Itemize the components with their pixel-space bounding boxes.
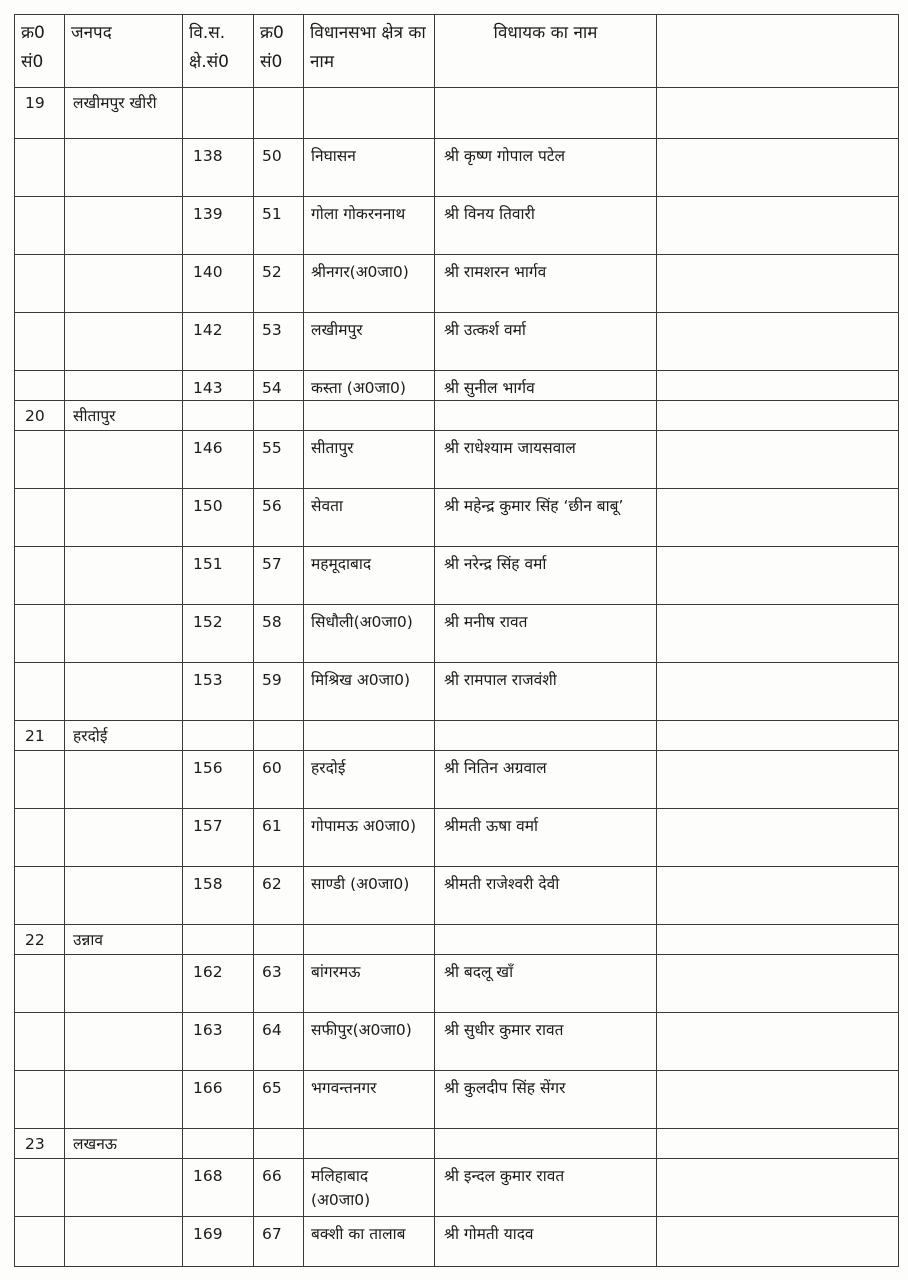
constituency-row: [15, 489, 899, 547]
empty-cell: [657, 313, 899, 371]
header-vs-kshetra-sn: वि.स. क्षे.सं0: [183, 15, 254, 88]
mla-name: श्री बदलू खाँ: [435, 955, 657, 1013]
constituency-name: सिधौली(अ0जा0): [304, 605, 435, 663]
empty-cell: [183, 88, 254, 139]
empty-cell: [657, 605, 899, 663]
mla-name: श्री कृष्ण गोपाल पटेल: [435, 139, 657, 197]
empty-cell: [435, 721, 657, 751]
constituency-row: [15, 1013, 899, 1071]
constituency-row: [15, 431, 899, 489]
district-row: [15, 925, 899, 955]
empty-cell: [183, 721, 254, 751]
mla-name: श्री सुनील भार्गव: [435, 371, 657, 401]
empty-cell: [657, 1129, 899, 1159]
empty-cell: [15, 1217, 65, 1267]
mla-name: श्रीमती राजेश्वरी देवी: [435, 867, 657, 925]
constituency-row: [15, 605, 899, 663]
empty-cell: [65, 547, 183, 605]
empty-cell: [183, 925, 254, 955]
empty-cell: [15, 255, 65, 313]
district-serial: 20: [15, 401, 65, 431]
empty-cell: [65, 867, 183, 925]
district-serial: 19: [15, 88, 65, 139]
mla-name: श्री मनीष रावत: [435, 605, 657, 663]
empty-cell: [657, 809, 899, 867]
mla-name: श्री महेन्द्र कुमार सिंह ‘छीन बाबू’: [435, 489, 657, 547]
empty-cell: [657, 371, 899, 401]
header-extra: [657, 15, 899, 88]
empty-cell: [657, 867, 899, 925]
constituency-row: [15, 1159, 899, 1217]
district-row: [15, 88, 899, 139]
serial-number: 52: [254, 255, 304, 313]
mla-name: श्री रामशरन भार्गव: [435, 255, 657, 313]
vs-constituency-number: 140: [183, 255, 254, 313]
empty-cell: [657, 489, 899, 547]
serial-number: 60: [254, 751, 304, 809]
empty-cell: [435, 401, 657, 431]
empty-cell: [65, 605, 183, 663]
constituency-row: [15, 955, 899, 1013]
serial-number: 55: [254, 431, 304, 489]
mla-name: श्री नरेन्द्र सिंह वर्मा: [435, 547, 657, 605]
empty-cell: [657, 663, 899, 721]
empty-cell: [65, 955, 183, 1013]
district-name: हरदोई: [65, 721, 183, 751]
constituency-row: [15, 139, 899, 197]
empty-cell: [657, 255, 899, 313]
empty-cell: [304, 1129, 435, 1159]
header-row: [15, 15, 899, 88]
district-row: [15, 401, 899, 431]
header-kr-sn-2: क्र0 सं0: [254, 15, 304, 88]
constituency-name: गोला गोकरननाथ: [304, 197, 435, 255]
empty-cell: [183, 401, 254, 431]
empty-cell: [15, 1159, 65, 1217]
empty-cell: [657, 1071, 899, 1129]
constituency-row: [15, 547, 899, 605]
constituency-row: [15, 809, 899, 867]
mla-name: श्री गोमती यादव: [435, 1217, 657, 1267]
header-vidhansabha-kshetra: विधानसभा क्षेत्र का नाम: [304, 15, 435, 88]
mla-name: श्री उत्कर्श वर्मा: [435, 313, 657, 371]
empty-cell: [15, 313, 65, 371]
empty-cell: [65, 431, 183, 489]
empty-cell: [15, 809, 65, 867]
vs-constituency-number: 163: [183, 1013, 254, 1071]
serial-number: 62: [254, 867, 304, 925]
empty-cell: [15, 1013, 65, 1071]
constituency-name: निघासन: [304, 139, 435, 197]
mla-name: श्री इन्दल कुमार रावत: [435, 1159, 657, 1217]
empty-cell: [15, 1071, 65, 1129]
district-name: लखनऊ: [65, 1129, 183, 1159]
empty-cell: [65, 313, 183, 371]
constituency-name: सेवता: [304, 489, 435, 547]
serial-number: 53: [254, 313, 304, 371]
district-row: [15, 721, 899, 751]
constituency-name: कस्ता (अ0जा0): [304, 371, 435, 401]
empty-cell: [15, 371, 65, 401]
empty-cell: [254, 401, 304, 431]
constituency-row: [15, 197, 899, 255]
constituency-row: [15, 255, 899, 313]
vs-constituency-number: 142: [183, 313, 254, 371]
empty-cell: [304, 401, 435, 431]
constituency-name: सफीपुर(अ0जा0): [304, 1013, 435, 1071]
mla-name: श्री विनय तिवारी: [435, 197, 657, 255]
empty-cell: [254, 721, 304, 751]
serial-number: 59: [254, 663, 304, 721]
vs-constituency-number: 146: [183, 431, 254, 489]
empty-cell: [657, 955, 899, 1013]
empty-cell: [65, 1071, 183, 1129]
empty-cell: [304, 925, 435, 955]
empty-cell: [65, 809, 183, 867]
empty-cell: [657, 88, 899, 139]
district-name: लखीमपुर खीरी: [65, 88, 183, 139]
constituency-name: सीतापुर: [304, 431, 435, 489]
empty-cell: [657, 751, 899, 809]
table-body: [15, 88, 899, 1267]
vs-constituency-number: 166: [183, 1071, 254, 1129]
serial-number: 54: [254, 371, 304, 401]
mla-list-table: [14, 14, 899, 1267]
empty-cell: [657, 1013, 899, 1071]
empty-cell: [15, 605, 65, 663]
constituency-row: [15, 1217, 899, 1267]
mla-name: श्री सुधीर कुमार रावत: [435, 1013, 657, 1071]
district-serial: 22: [15, 925, 65, 955]
serial-number: 50: [254, 139, 304, 197]
mla-name: श्री कुलदीप सिंह सेंगर: [435, 1071, 657, 1129]
empty-cell: [65, 751, 183, 809]
mla-name: श्री नितिन अग्रवाल: [435, 751, 657, 809]
empty-cell: [65, 1013, 183, 1071]
constituency-row: [15, 371, 899, 401]
empty-cell: [65, 139, 183, 197]
empty-cell: [435, 925, 657, 955]
constituency-row: [15, 1071, 899, 1129]
serial-number: 65: [254, 1071, 304, 1129]
district-serial: 23: [15, 1129, 65, 1159]
empty-cell: [657, 925, 899, 955]
vs-constituency-number: 152: [183, 605, 254, 663]
district-serial: 21: [15, 721, 65, 751]
constituency-name: मलिहाबाद (अ0जा0): [304, 1159, 435, 1217]
empty-cell: [254, 88, 304, 139]
serial-number: 61: [254, 809, 304, 867]
serial-number: 51: [254, 197, 304, 255]
constituency-name: महमूदाबाद: [304, 547, 435, 605]
empty-cell: [657, 401, 899, 431]
constituency-row: [15, 663, 899, 721]
vs-constituency-number: 156: [183, 751, 254, 809]
vs-constituency-number: 162: [183, 955, 254, 1013]
constituency-name: साण्डी (अ0जा0): [304, 867, 435, 925]
district-row: [15, 1129, 899, 1159]
constituency-name: हरदोई: [304, 751, 435, 809]
serial-number: 67: [254, 1217, 304, 1267]
vs-constituency-number: 169: [183, 1217, 254, 1267]
vs-constituency-number: 157: [183, 809, 254, 867]
empty-cell: [15, 955, 65, 1013]
serial-number: 63: [254, 955, 304, 1013]
vs-constituency-number: 138: [183, 139, 254, 197]
header-janpad: जनपद: [65, 15, 183, 88]
empty-cell: [435, 1129, 657, 1159]
empty-cell: [15, 867, 65, 925]
empty-cell: [254, 1129, 304, 1159]
empty-cell: [657, 431, 899, 489]
vs-constituency-number: 168: [183, 1159, 254, 1217]
empty-cell: [657, 1217, 899, 1267]
vs-constituency-number: 143: [183, 371, 254, 401]
vs-constituency-number: 153: [183, 663, 254, 721]
empty-cell: [65, 1217, 183, 1267]
empty-cell: [304, 88, 435, 139]
empty-cell: [65, 1159, 183, 1217]
empty-cell: [657, 139, 899, 197]
empty-cell: [183, 1129, 254, 1159]
empty-cell: [657, 721, 899, 751]
empty-cell: [15, 431, 65, 489]
empty-cell: [15, 751, 65, 809]
empty-cell: [254, 925, 304, 955]
constituency-row: [15, 313, 899, 371]
mla-name: श्री रामपाल राजवंशी: [435, 663, 657, 721]
constituency-name: बांगरमऊ: [304, 955, 435, 1013]
empty-cell: [65, 255, 183, 313]
header-kr-sn: क्र0 सं0: [15, 15, 65, 88]
empty-cell: [304, 721, 435, 751]
empty-cell: [15, 663, 65, 721]
empty-cell: [65, 663, 183, 721]
constituency-name: श्रीनगर(अ0जा0): [304, 255, 435, 313]
mla-name: श्री राधेश्याम जायसवाल: [435, 431, 657, 489]
constituency-row: [15, 867, 899, 925]
district-name: सीतापुर: [65, 401, 183, 431]
constituency-name: भगवन्तनगर: [304, 1071, 435, 1129]
empty-cell: [435, 88, 657, 139]
empty-cell: [65, 489, 183, 547]
serial-number: 57: [254, 547, 304, 605]
vs-constituency-number: 158: [183, 867, 254, 925]
empty-cell: [15, 197, 65, 255]
vs-constituency-number: 139: [183, 197, 254, 255]
empty-cell: [65, 371, 183, 401]
empty-cell: [15, 489, 65, 547]
vs-constituency-number: 151: [183, 547, 254, 605]
constituency-name: गोपामऊ अ0जा0): [304, 809, 435, 867]
constituency-name: लखीमपुर: [304, 313, 435, 371]
serial-number: 66: [254, 1159, 304, 1217]
vs-constituency-number: 150: [183, 489, 254, 547]
serial-number: 58: [254, 605, 304, 663]
serial-number: 56: [254, 489, 304, 547]
header-vidhayak-naam: विधायक का नाम: [435, 15, 657, 88]
empty-cell: [657, 547, 899, 605]
constituency-name: मिश्रिख अ0जा0): [304, 663, 435, 721]
empty-cell: [15, 547, 65, 605]
mla-name: श्रीमती ऊषा वर्मा: [435, 809, 657, 867]
empty-cell: [15, 139, 65, 197]
empty-cell: [657, 1159, 899, 1217]
empty-cell: [65, 197, 183, 255]
constituency-name: बक्शी का तालाब: [304, 1217, 435, 1267]
constituency-row: [15, 751, 899, 809]
serial-number: 64: [254, 1013, 304, 1071]
district-name: उन्नाव: [65, 925, 183, 955]
empty-cell: [657, 197, 899, 255]
